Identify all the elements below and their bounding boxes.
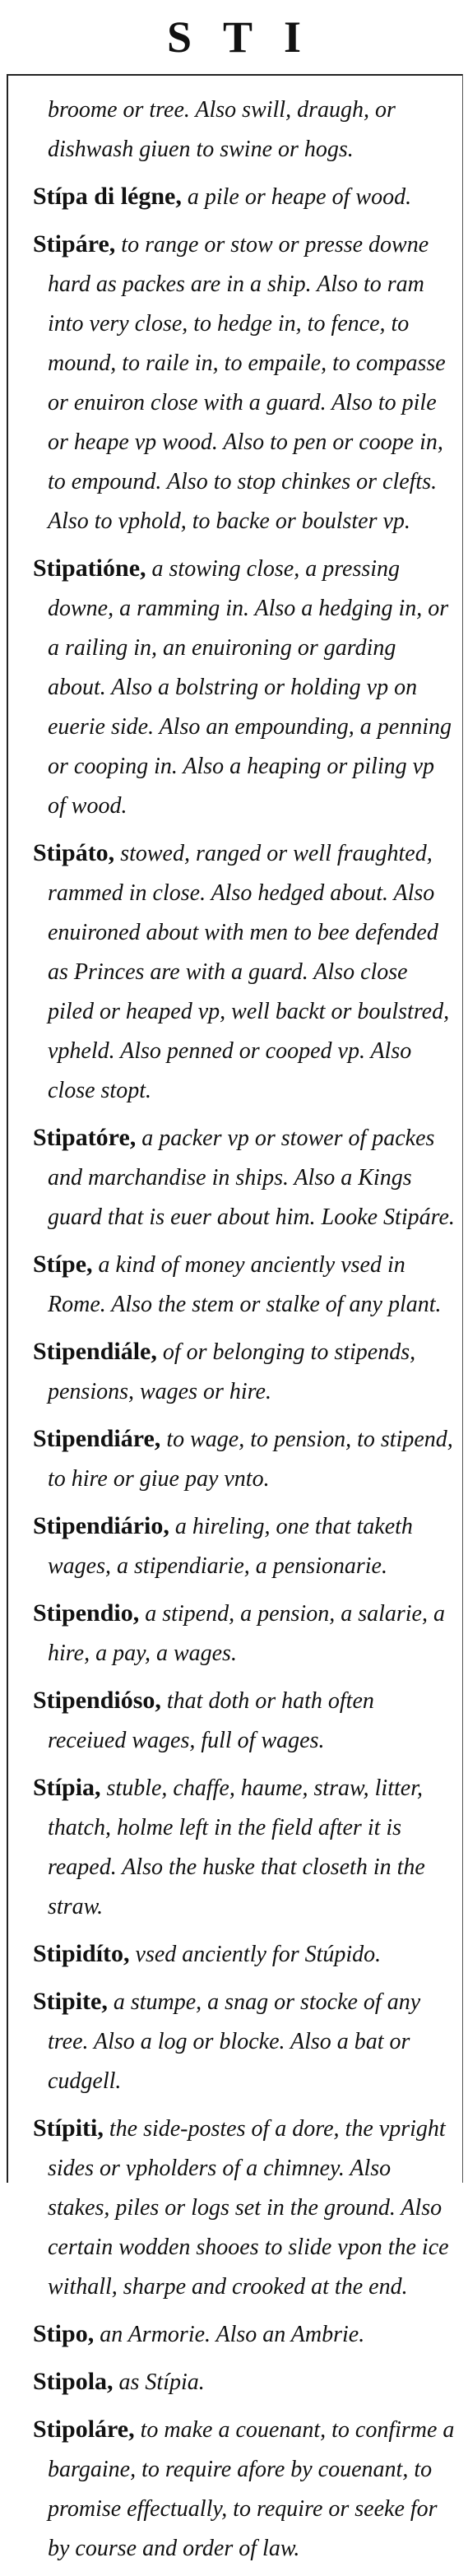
entry-definition: to make a couenant, to confirme a bargaine, to require afore by couenant, to promise effectually, to require or seeke for by course and order of law. xyxy=(48,2417,455,2561)
dictionary-entry xyxy=(20,833,455,1111)
entry-headword: Stipoláre, xyxy=(33,2416,135,2443)
dictionary-entry xyxy=(20,1245,455,1325)
dictionary-entry xyxy=(20,177,455,217)
entry-headword: Stipendióso, xyxy=(33,1687,161,1714)
dictionary-entry xyxy=(20,1594,455,1673)
entry-definition: the side-postes of a dore, the vpright sides or vpholders of a chimney. Also stakes, piles or logs set in the ground. Also certain wodden shooes to slide vpon the ice withall, sharpe and crooked at the end. xyxy=(48,2116,449,2300)
entry-headword: Stipendio, xyxy=(33,1599,140,1627)
dictionary-entry xyxy=(20,1681,455,1761)
dictionary-entry xyxy=(20,1982,455,2101)
entry-headword: Stipáre, xyxy=(33,230,116,258)
entry-headword: Stipite, xyxy=(33,1988,108,2015)
entry-definition: stuble, chaffe, haume, straw, litter, thatch, holme left in the field after it is reaped. Also the huske that closeth in the straw. xyxy=(48,1775,425,1919)
entry-headword: Stipáto, xyxy=(33,839,115,866)
entry-definition: as Stípia. xyxy=(118,2369,205,2395)
dictionary-entry xyxy=(20,1118,455,1237)
dictionary-entry xyxy=(20,549,455,826)
entry-definition: a packer vp or stower of packes and marchandise in ships. Also a Kings guard that is euer about him. Looke Stipáre. xyxy=(48,1126,455,1230)
dictionary-entry xyxy=(20,1934,455,1975)
entry-definition: vsed anciently for Stúpido. xyxy=(135,1942,382,1967)
dictionary-column xyxy=(20,91,455,2576)
entry-headword: Stípiti, xyxy=(33,2114,104,2142)
dictionary-entry xyxy=(20,225,455,541)
dictionary-entry xyxy=(20,1332,455,1412)
entry-definition: a kind of money anciently vsed in Rome. Also the stem or stalke of any plant. xyxy=(48,1252,442,1317)
entry-definition: that doth or hath often receiued wages, full of wages. xyxy=(48,1688,374,1753)
entry-headword: Stipendiário, xyxy=(33,1512,169,1539)
running-head: STI xyxy=(166,12,333,62)
dictionary-entry xyxy=(20,2109,455,2307)
entry-definition: to wage, to pension, to stipend, to hire or giue pay vnto. xyxy=(48,1427,453,1492)
right-column-rule xyxy=(462,74,463,2183)
header-rule xyxy=(7,74,463,76)
entry-definition: broome or tree. Also swill, draugh, or dishwash giuen to swine or hogs. xyxy=(48,97,396,162)
entry-headword: Stipendiáre, xyxy=(33,1425,161,1452)
entry-definition: an Armorie. Also an Ambrie. xyxy=(100,2322,365,2347)
entry-headword: Stípe, xyxy=(33,1251,93,1278)
entry-definition: stowed, ranged or well fraughted, rammed in close. Also hedged about. Also enuironed about with men to bee defended as Princes are with a guard. Also close piled or heaped vp, well backt or boulstred, vpheld. Also penned or cooped vp. Also close stopt. xyxy=(48,841,450,1103)
entry-definition: of or belonging to stipends, pensions, wages or hire. xyxy=(48,1339,416,1404)
entry-definition: a stumpe, a snag or stocke of any tree. Also a log or blocke. Also a bat or cudgell. xyxy=(48,1989,421,2094)
dictionary-entry xyxy=(20,1768,455,1927)
entry-headword: Stipatóre, xyxy=(33,1124,137,1151)
entry-headword: Stípa di légne, xyxy=(33,183,182,210)
dictionary-entry xyxy=(20,2362,455,2402)
entry-headword: Stipidíto, xyxy=(33,1940,130,1967)
entry-definition: a pile or heape of wood. xyxy=(187,184,412,210)
left-column-rule xyxy=(7,74,8,2183)
entry-headword: Stipendiále, xyxy=(33,1338,157,1365)
dictionary-entry xyxy=(20,2314,455,2355)
entry-definition: a hireling, one that taketh wages, a stipendiarie, a pensionarie. xyxy=(48,1514,413,1579)
entry-definition: a stowing close, a pressing downe, a ramming in. Also a hedging in, or a railing in, an enuironing or garding about. Also a bolstring or holding vp on euerie side. Also an empounding, a penning or cooping in. Also a heaping or piling vp of wood. xyxy=(48,556,452,819)
entry-headword: Stipatióne, xyxy=(33,555,146,582)
entry-definition: a stipend, a pension, a salarie, a hire, a pay, a wages. xyxy=(48,1601,445,1666)
entry-headword: Stipo, xyxy=(33,2320,95,2347)
dictionary-entry xyxy=(20,2410,455,2569)
entry-headword: Stipola, xyxy=(33,2368,114,2395)
entry-headword: Stípia, xyxy=(33,1774,101,1801)
dictionary-entry xyxy=(20,91,455,169)
entry-definition: to range or stow or presse downe hard as packes are in a ship. Also to ram into very close, to hedge in, to fence, to mound, to raile in, to empaile, to compasse or enuiron close with a guard. Also to pile or heape vp wood. Also to pen or coope in, to empound. Also to stop chinkes or clefts. Also to vphold, to backe or boulster vp. xyxy=(48,232,446,534)
dictionary-entry xyxy=(20,1506,455,1586)
dictionary-entry xyxy=(20,1419,455,1499)
